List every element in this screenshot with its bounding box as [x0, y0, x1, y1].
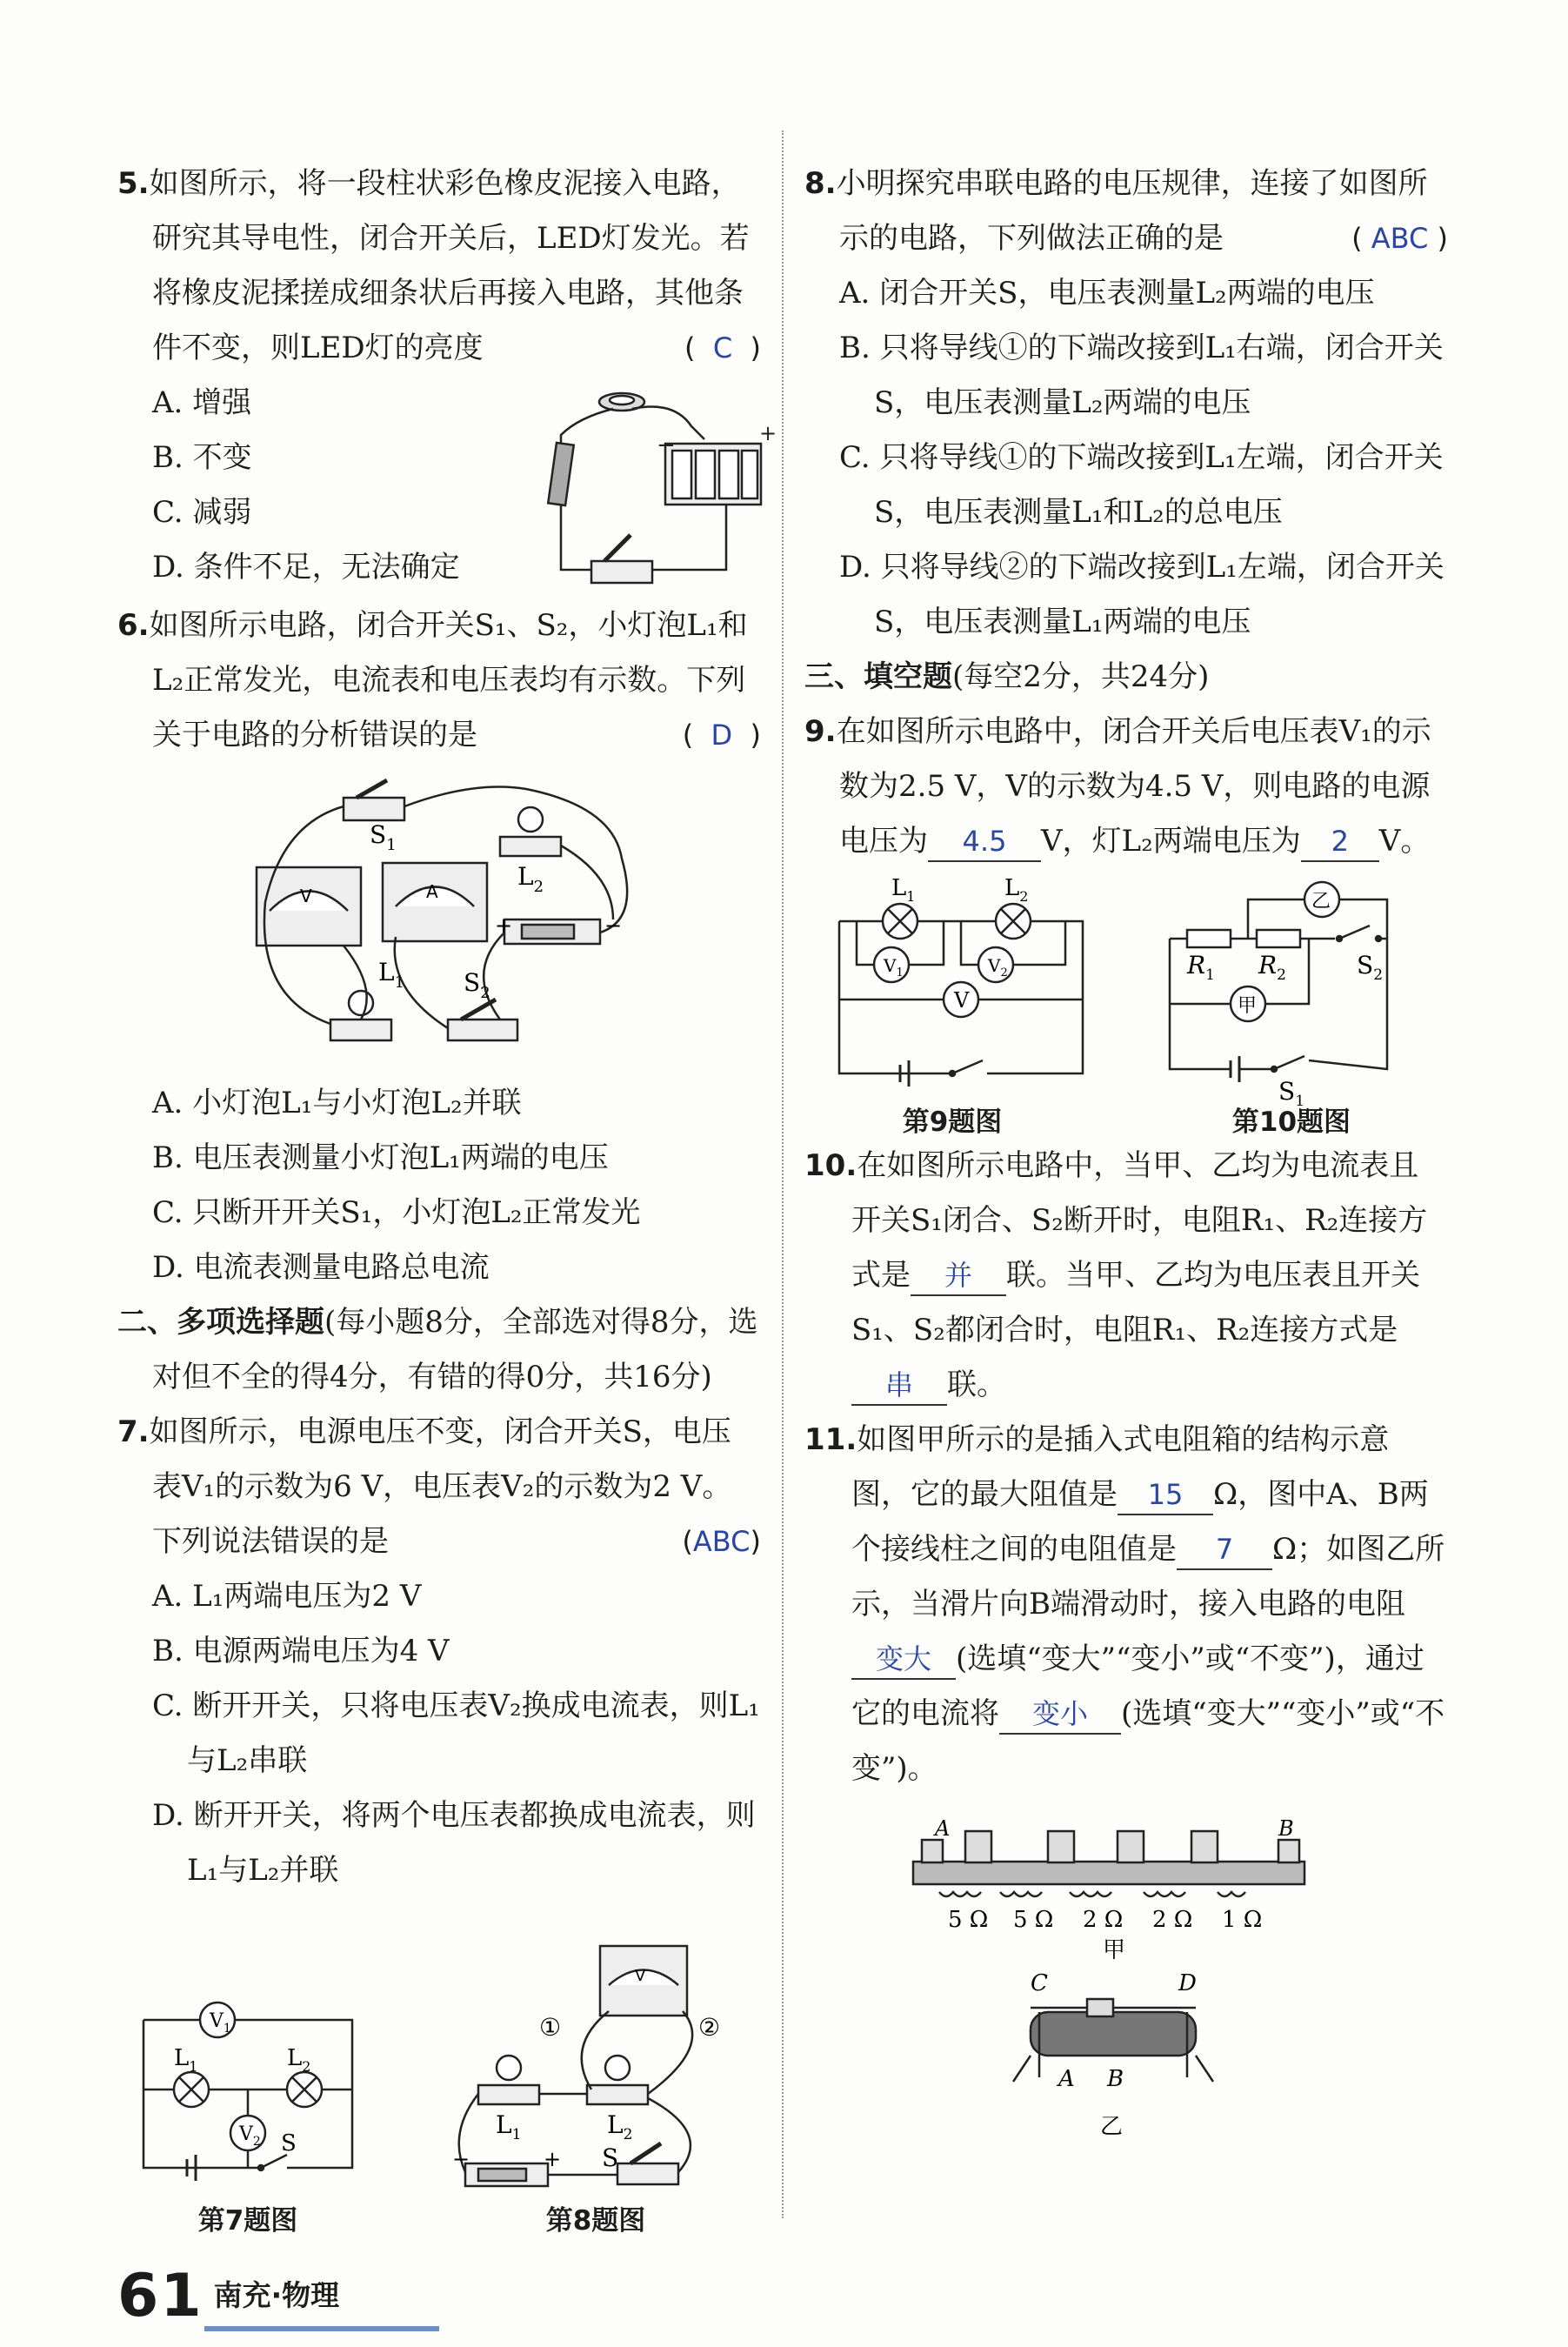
svg-text:−: −: [604, 913, 623, 938]
v2-label: V: [988, 955, 1001, 976]
stem-part-b: Ω，图中A、B两个接线柱之间的电阻值是: [851, 1477, 1429, 1567]
answer-blank-1: 4.5: [928, 822, 1041, 862]
s2-sub: 2: [1373, 966, 1384, 984]
figure-9-circuit: [831, 875, 1100, 1087]
s-label: S: [281, 2130, 297, 2156]
stem-part-a: 如图甲所示的是插入式电阻箱的结构示意图，它的最大阻值是: [851, 1422, 1390, 1512]
left-column: [117, 157, 777, 2255]
terminal-d-label: D: [1178, 1970, 1197, 1996]
r1-label: R: [1187, 951, 1206, 980]
l1-label: L: [891, 875, 907, 901]
figure-10-caption: 第10题图: [1231, 1107, 1351, 1138]
option-a: A. 小灯泡L₁与小灯泡L₂并联: [152, 1086, 522, 1120]
voltmeter-label: V: [300, 886, 312, 906]
v1-label: V: [884, 955, 897, 976]
v2-label: V: [239, 2123, 253, 2145]
terminal-c-label: C: [1031, 1970, 1048, 1996]
question-stem: 如图所示电路，闭合开关S₁、S₂，小灯泡L₁和L₂正常发光，电流表和电压表均有示数。下列关于电路的分析错误的是: [149, 608, 748, 752]
figure-9-caption: 第9题图: [902, 1107, 1003, 1138]
page-number: 61: [117, 2262, 204, 2330]
answer-blank-1: 并: [911, 1256, 1006, 1296]
label-l1: L: [378, 958, 395, 986]
resistance-box-figure: [904, 1814, 1322, 1962]
option-d: D. 电流表测量电路总电流: [152, 1250, 490, 1285]
figures-7-8: [117, 1933, 761, 2255]
stem-part-d: (选填“变大”“变小”或“不变”)，通过它的电流将: [851, 1642, 1425, 1731]
page-footer: [117, 2262, 339, 2330]
option-c: C. 减弱: [152, 495, 252, 530]
v1-sub: 1: [223, 2022, 231, 2036]
l2-sub: 2: [302, 2058, 311, 2075]
resistor-3-label: 2 Ω: [1083, 1907, 1124, 1933]
answer-value: ABC: [1371, 222, 1429, 255]
footer-accent-bar: [204, 2326, 439, 2331]
v1-sub: 1: [896, 966, 904, 980]
rheostat-figure: [1004, 1969, 1231, 2143]
label-s2-sub: 2: [480, 984, 490, 1002]
question-8: [804, 157, 1448, 650]
l1-sub: 1: [189, 2058, 198, 2075]
s-label: S: [602, 2143, 619, 2172]
question-number: 10.: [804, 1148, 857, 1183]
option-a: A. 闭合开关S，电压表测量L₂两端的电压: [839, 276, 1375, 311]
section-3-heading: [804, 650, 1448, 705]
figure-8-caption: 第8题图: [545, 2205, 646, 2237]
svg-text:S2: [464, 968, 490, 1002]
svg-text:R2: [1258, 951, 1286, 984]
figure-7-circuit: [135, 1994, 370, 2185]
ammeter-label: A: [426, 881, 438, 902]
question-9: [804, 705, 1448, 869]
option-d: D. 条件不足，无法确定: [152, 550, 460, 585]
stem-part-c: V。: [1378, 824, 1431, 859]
answer-value: C: [712, 331, 733, 364]
figure-7-caption: 第7题图: [197, 2205, 298, 2237]
section-note: (每小题8分，全部选对得8分，选对但不全的得4分，有错的得0分，共16分): [152, 1305, 758, 1394]
l2-label: L: [1004, 875, 1020, 901]
question-stem: 小明探究串联电路的电压规律，连接了如图所示的电路，下列做法正确的是: [836, 166, 1428, 256]
wire-2-label: ②: [698, 2013, 721, 2042]
question-6: [117, 598, 761, 1295]
meter-jia-label: 甲: [1238, 995, 1258, 1017]
figures-9-10: [804, 875, 1448, 1139]
label-s1-sub: 1: [386, 836, 397, 854]
terminal-b-label: B: [1278, 1816, 1294, 1841]
answer-blank-2: 7: [1177, 1530, 1272, 1570]
answer-blank-2: 2: [1301, 822, 1379, 862]
figure-10-circuit: [1161, 886, 1413, 1110]
r2-sub: 2: [1277, 966, 1286, 984]
question-stem: 如图所示，电源电压不变，闭合开关S，电压表V₁的示数为6 V，电压表V₂的示数为2 V。下列说法错误的是: [149, 1414, 732, 1559]
resistor-2-label: 5 Ω: [1013, 1907, 1054, 1933]
svg-text:S1: [370, 820, 397, 854]
l2-label: L: [287, 2045, 303, 2071]
svg-text:−: −: [452, 2147, 470, 2171]
svg-text:L2: [517, 862, 544, 896]
resistor-5-label: 1 Ω: [1222, 1907, 1263, 1933]
answer-value: ABC: [692, 1525, 751, 1558]
option-b: B. 电压表测量小灯泡L₁两端的电压: [152, 1140, 609, 1175]
svg-text:+: +: [544, 2147, 562, 2171]
r1-sub: 1: [1205, 966, 1215, 984]
question-number: 11.: [804, 1422, 857, 1457]
stem-part-a: 在如图所示电路中，闭合开关后电压表V₁的示数为2.5 V，V的示数为4.5 V，则电路的电源电压为: [836, 714, 1431, 859]
answer-blank-1: 15: [1118, 1475, 1213, 1515]
parallel-circuit-figure: [248, 772, 657, 1067]
section-title: 二、多项选择题: [117, 1305, 324, 1340]
svg-text:+: +: [495, 913, 513, 938]
option-b: B. 只将导线①的下端改接到L₁右端，闭合开关S，电压表测量L₂两端的电压: [839, 331, 1444, 420]
figure-jia-label: 甲: [1103, 1937, 1126, 1963]
led-circuit-figure: [526, 383, 777, 600]
svg-text:L2: [607, 2110, 632, 2143]
terminal-a-label: A: [935, 1816, 951, 1841]
question-11: [804, 1413, 1448, 2143]
right-column: [804, 157, 1448, 2143]
l2-sub: 2: [623, 2126, 633, 2143]
label-l2: L: [517, 862, 534, 891]
resistor-1-label: 5 Ω: [948, 1907, 989, 1933]
svg-text:L1: [174, 2045, 197, 2075]
terminal-b-label: B: [1107, 2066, 1124, 2092]
option-b: B. 电源两端电压为4 V: [152, 1634, 450, 1668]
svg-text:R1: [1186, 951, 1215, 984]
svg-text:L1: [891, 875, 915, 905]
question-10: [804, 1139, 1448, 1413]
section-note: (每空2分，共24分): [952, 659, 1210, 694]
answer-bracket: ( C ): [684, 331, 761, 364]
s2-label: S: [1357, 951, 1374, 980]
stem-part-a: 在如图所示电路中，当甲、乙均为电流表且开关S₁闭合、S₂断开时，电阻R₁、R₂连接方式是: [851, 1148, 1428, 1293]
s1-sub: 1: [1295, 1093, 1305, 1110]
svg-text:L2: [1004, 875, 1028, 905]
svg-text:L2: [287, 2045, 310, 2075]
answer-bracket: (ABC): [682, 1525, 761, 1558]
option-a: A. L₁两端电压为2 V: [152, 1579, 422, 1614]
label-l2-sub: 2: [533, 878, 544, 896]
v1-label: V: [210, 2010, 224, 2032]
question-number: 5.: [117, 166, 150, 201]
stem-part-c: 联。: [947, 1367, 1006, 1402]
svg-text:L1: [496, 2110, 521, 2143]
answer-value: D: [711, 719, 733, 752]
wire-1-label: ①: [539, 2013, 562, 2042]
section-title: 三、填空题: [804, 659, 952, 694]
option-d: D. 只将导线②的下端改接到L₁左端，闭合开关S，电压表测量L₁两端的电压: [839, 550, 1445, 639]
svg-text:−: −: [657, 432, 676, 458]
s1-label: S: [1278, 1077, 1296, 1106]
column-divider: [782, 130, 784, 2218]
question-number: 6.: [117, 608, 150, 643]
l2-label: L: [607, 2110, 624, 2139]
l1-label: L: [174, 2045, 190, 2071]
answer-blank-3: 变大: [851, 1640, 956, 1680]
question-number: 7.: [117, 1414, 150, 1449]
question-7: [117, 1405, 761, 1898]
v2-sub: 2: [252, 2135, 261, 2149]
stem-part-b: 联。当甲、乙均为电压表且开关S₁、S₂都闭合时，电阻R₁、R₂连接方式是: [851, 1258, 1420, 1347]
svg-text:L1: [378, 958, 404, 992]
figure-8-circuit: [452, 1933, 731, 2194]
figure-yi-label: 乙: [1100, 2114, 1124, 2140]
option-d: D. 断开开关，将两个电压表都换成电流表，则L₁与L₂并联: [152, 1798, 756, 1888]
l1-sub: 1: [906, 888, 916, 905]
answer-blank-2: 串: [851, 1366, 947, 1406]
question-number: 9.: [804, 714, 837, 749]
stem-part-b: V，灯L₂两端电压为: [1041, 824, 1301, 859]
voltmeter-label: V: [635, 1967, 646, 1985]
answer-blank-4: 变小: [999, 1695, 1121, 1735]
book-title: 南充·物理: [213, 2278, 340, 2312]
stem-part-e: (选填“变大”“变小”或“不变”)。: [851, 1696, 1445, 1786]
question-5: [117, 157, 777, 595]
l1-sub: 1: [511, 2126, 522, 2143]
section-2-heading: [83, 1295, 761, 1405]
option-c: C. 断开开关，只将电压表V₂换成电流表，则L₁与L₂串联: [152, 1688, 760, 1778]
svg-text:+: +: [759, 421, 777, 445]
stem-part-c: Ω；如图乙所示，当滑片向B端滑动时，接入电路的电阻: [851, 1532, 1445, 1622]
meter-yi-label: 乙: [1311, 891, 1331, 913]
option-b: B. 不变: [152, 440, 252, 475]
label-s1: S: [370, 820, 387, 849]
svg-text:S2: [1357, 951, 1383, 984]
v-label: V: [954, 988, 970, 1013]
r2-label: R: [1258, 951, 1278, 980]
option-c: C. 只断开开关S₁，小灯泡L₂正常发光: [152, 1195, 641, 1230]
l1-label: L: [496, 2110, 512, 2139]
terminal-a-label: A: [1058, 2066, 1075, 2092]
label-s2: S: [464, 968, 481, 997]
l2-sub: 2: [1019, 888, 1029, 905]
question-stem: 如图所示，将一段柱状彩色橡皮泥接入电路，研究其导电性，闭合开关后，LED灯发光。若将橡皮泥揉搓成细条状后再接入电路，其他条件不变，则LED灯的亮度: [149, 166, 750, 365]
answer-bracket: ( ABC ): [1351, 222, 1448, 255]
label-l1-sub: 1: [394, 973, 405, 992]
option-a: A. 增强: [152, 385, 252, 420]
question-number: 8.: [804, 166, 837, 201]
v2-sub: 2: [1000, 966, 1008, 980]
resistor-4-label: 2 Ω: [1152, 1907, 1193, 1933]
option-c: C. 只将导线①的下端改接到L₁左端，闭合开关S，电压表测量L₁和L₂的总电压: [839, 440, 1444, 530]
answer-bracket: ( D ): [682, 719, 761, 752]
